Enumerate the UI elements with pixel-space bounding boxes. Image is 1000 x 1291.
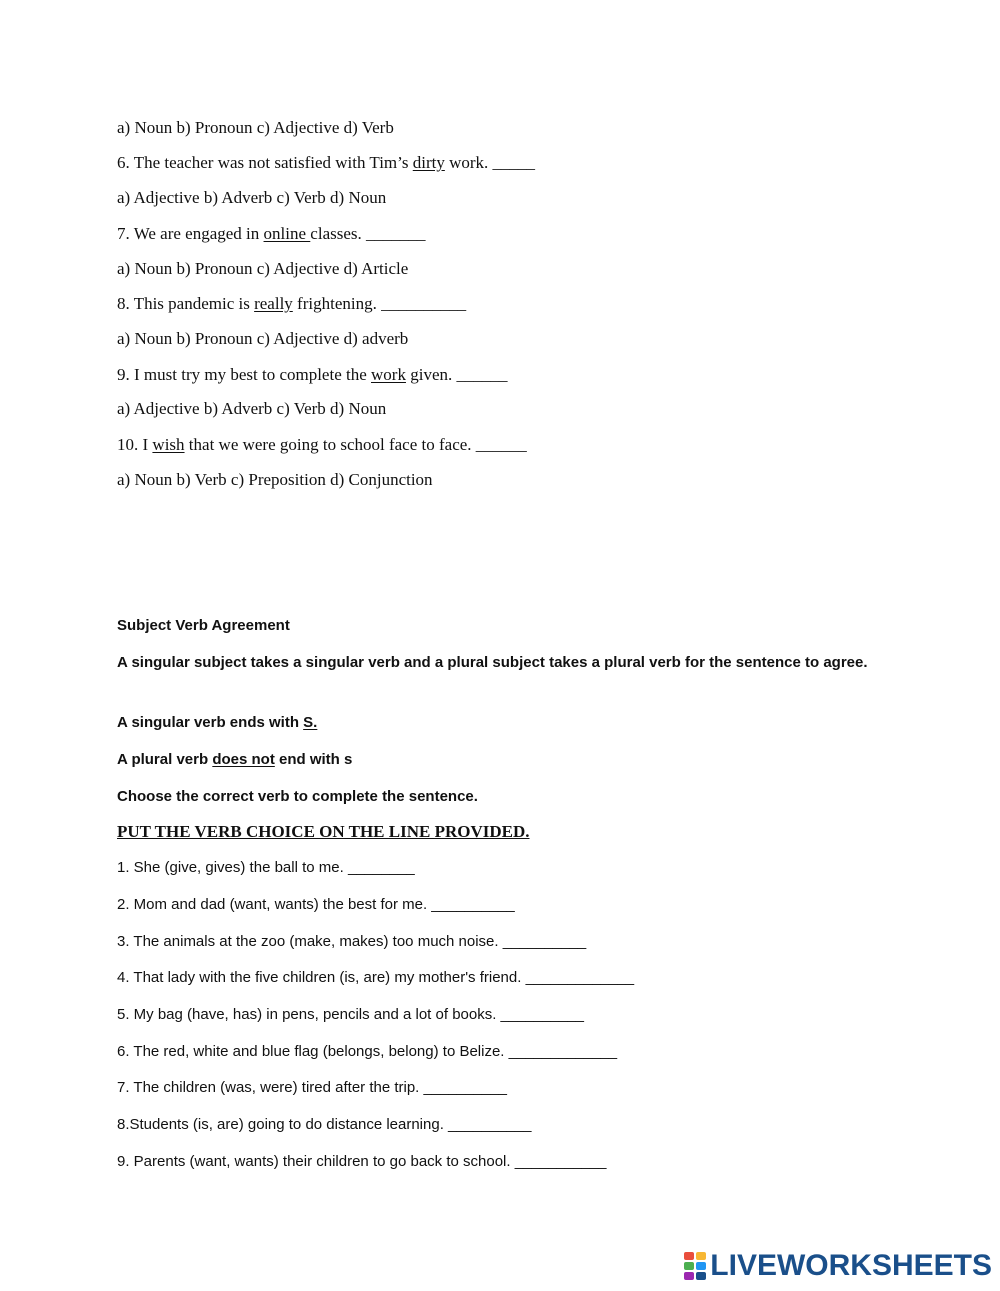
underlined-word: wish: [152, 435, 185, 454]
exercise-item: 3. The animals at the zoo (make, makes) too much noise. __________: [117, 933, 587, 950]
exercise-heading: PUT THE VERB CHOICE ON THE LINE PROVIDED.: [117, 822, 530, 841]
question-6: 6. The teacher was not satisfied with Tim’s dirty work. _____: [117, 153, 536, 172]
rule-singular: A singular verb ends with S.: [117, 714, 318, 731]
exercise-item: 7. The children (was, were) tired after the trip. __________: [117, 1079, 507, 1096]
question-7: 7. We are engaged in online classes. _______: [117, 224, 426, 243]
logo-block: [684, 1272, 694, 1280]
liveworksheets-logo: [684, 1249, 992, 1283]
exercise-item: 2. Mom and dad (want, wants) the best for me. __________: [117, 896, 515, 913]
choice-line: a) Noun b) Pronoun c) Adjective d) Verb: [117, 118, 394, 137]
choice-line: a) Noun b) Pronoun c) Adjective d) Article: [117, 259, 409, 278]
section-title: Subject Verb Agreement: [117, 617, 290, 634]
logo-block: [684, 1262, 694, 1270]
rule-paragraph: A singular subject takes a singular verb and a plural subject takes a plural verb for the sentence to agree.: [117, 654, 868, 671]
choice-line: a) Adjective b) Adverb c) Verb d) Noun: [117, 188, 387, 207]
rule-plural: A plural verb does not end with s: [117, 751, 353, 768]
instruction: Choose the correct verb to complete the sentence.: [117, 788, 478, 805]
exercise-item: 9. Parents (want, wants) their children to go back to school. ___________: [117, 1153, 607, 1170]
logo-block: [696, 1262, 706, 1270]
exercise-item: 6. The red, white and blue flag (belongs, belong) to Belize. _____________: [117, 1043, 618, 1060]
question-9: 9. I must try my best to complete the work given. ______: [117, 365, 508, 384]
underlined-word: work: [371, 365, 406, 384]
exercise-item: 8.Students (is, are) going to do distance learning. __________: [117, 1116, 532, 1133]
underlined-word: really: [254, 294, 293, 313]
logo-block: [684, 1252, 694, 1260]
logo-mark-icon: [684, 1252, 706, 1280]
underlined-word: dirty: [412, 153, 445, 172]
choice-line: a) Noun b) Verb c) Preposition d) Conjunction: [117, 470, 433, 489]
choice-line: a) Noun b) Pronoun c) Adjective d) adverb: [117, 329, 409, 348]
logo-text: LIVEWORKSHEETS: [710, 1249, 992, 1282]
underlined-word: online: [263, 224, 311, 243]
logo-block: [696, 1272, 706, 1280]
logo-block: [696, 1252, 706, 1260]
exercise-item: 1. She (give, gives) the ball to me. ________: [117, 859, 415, 876]
choice-line: a) Adjective b) Adverb c) Verb d) Noun: [117, 399, 387, 418]
exercise-item: 4. That lady with the five children (is, are) my mother's friend. _____________: [117, 969, 635, 986]
question-10: 10. I wish that we were going to school face to face. ______: [117, 435, 527, 454]
exercise-item: 5. My bag (have, has) in pens, pencils and a lot of books. __________: [117, 1006, 584, 1023]
question-8: 8. This pandemic is really frightening. __________: [117, 294, 467, 313]
